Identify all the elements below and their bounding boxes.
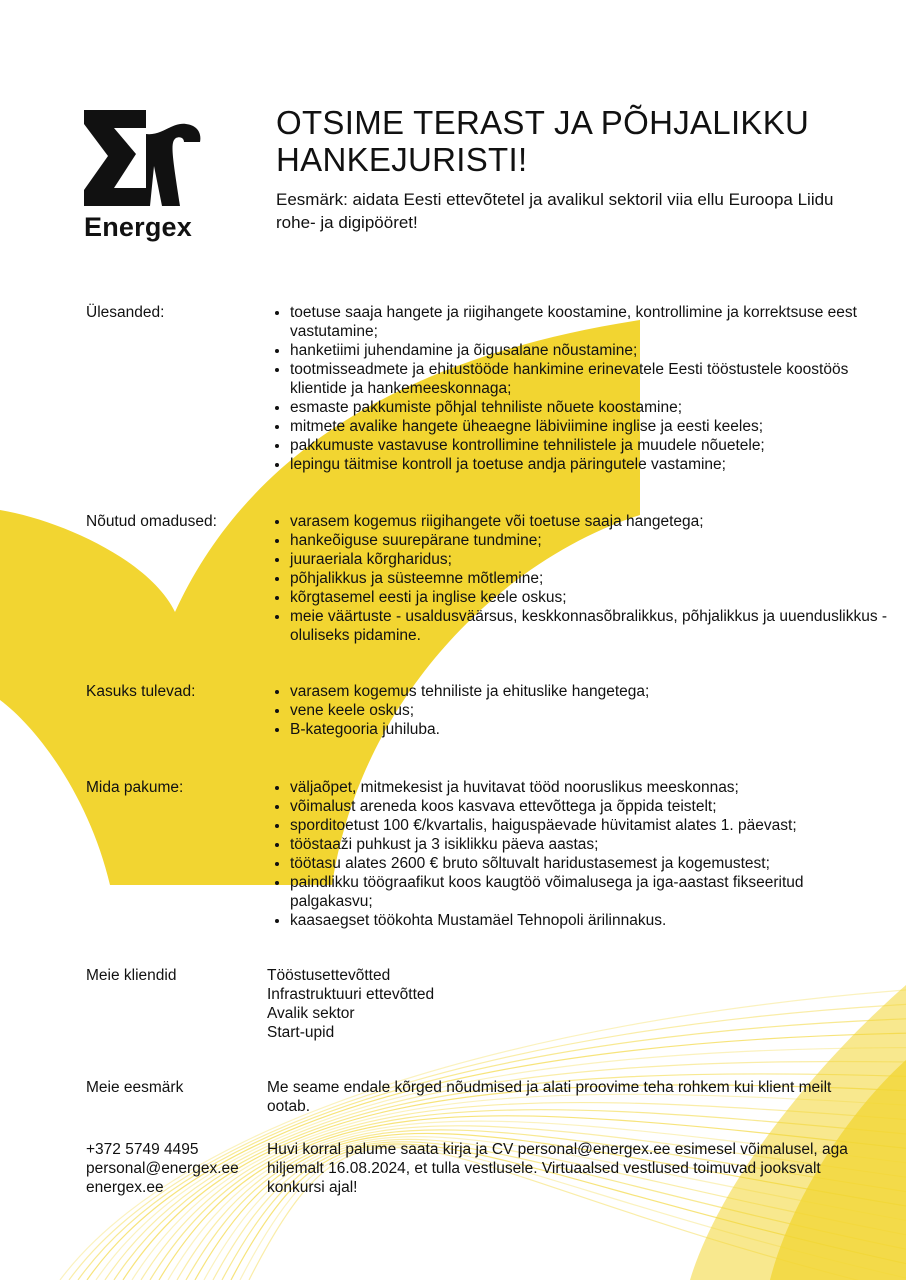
section-label: Meie eesmärk — [86, 1079, 184, 1096]
list-item: • juuraeriala kõrgharidus; — [290, 550, 890, 569]
list-item: • vene keele oskus; — [290, 701, 890, 720]
section-label: Kasuks tulevad: — [86, 683, 196, 700]
section-label: Ülesanded: — [86, 304, 165, 321]
requirements-list — [272, 512, 890, 645]
client-type: Start-upid — [267, 1024, 335, 1041]
section-label: Nõutud omadused: — [86, 513, 217, 530]
contact-details — [86, 1140, 266, 1197]
list-item: • paindlikku töögraafikut koos kaugtöö võimalusega ja iga-aastast fikseeritud palgakasvu; — [290, 873, 890, 911]
sigma-lambda-logo-icon — [84, 110, 202, 206]
advantages-list — [272, 682, 890, 739]
energex-logo — [84, 110, 204, 243]
website-link[interactable]: energex.ee — [86, 1179, 164, 1196]
list-item: • esmaste pakkumiste põhjal tehniliste nõuete koostamine; — [290, 398, 890, 417]
title-line-1: OTSIME TERAST JA PÕHJALIKKU — [276, 104, 810, 141]
tasks-list — [272, 303, 890, 474]
section-label: Meie kliendid — [86, 967, 177, 984]
clients-list — [267, 966, 867, 1042]
offer-list — [272, 778, 890, 930]
list-item: • tootmisseadmete ja ehitustööde hankimine erinevatele Eesti tööstustele koostöös klientide ja hankemeeskonnaga; — [290, 360, 890, 398]
section-label: Mida pakume: — [86, 779, 184, 796]
list-item: • pakkumuste vastavuse kontrollimine tehnilistele ja muudele nõuetele; — [290, 436, 890, 455]
headline-block — [276, 104, 876, 234]
list-item: • lepingu täitmise kontroll ja toetuse andja päringutele vastamine; — [290, 455, 890, 474]
title-line-2: HANKEJURISTI! — [276, 141, 528, 178]
list-item: • meie väärtuste - usaldusväärsus, keskkonnasõbralikkus, põhjalikkus ja uuenduslikkus - oluliseks pidamine. — [290, 607, 890, 645]
list-item: • põhjalikkus ja süsteemne mõtlemine; — [290, 569, 890, 588]
list-item: • toetuse saaja hangete ja riigihangete koostamine, kontrollimine ja korrektsuse eest vastutamine; — [290, 303, 890, 341]
list-item: • väljaõpet, mitmekesist ja huvitavat tööd nooruslikus meeskonnas; — [290, 778, 890, 797]
email-link[interactable]: personal@energex.ee — [86, 1160, 239, 1177]
list-item: • varasem kogemus tehniliste ja ehituslike hangetega; — [290, 682, 890, 701]
list-item: • töötasu alates 2600 € bruto sõltuvalt haridustasemest ja kogemustest; — [290, 854, 890, 873]
client-type: Avalik sektor — [267, 1005, 355, 1022]
list-item: • kaasaegset töökohta Mustamäel Tehnopoli ärilinnakus. — [290, 911, 890, 930]
list-item: • tööstaaži puhkust ja 3 isiklikku päeva aastas; — [290, 835, 890, 854]
list-item: • sporditoetust 100 €/kvartalis, haiguspäevade hüvitamist alates 1. päevast; — [290, 816, 890, 835]
goal-text: Me seame endale kõrged nõudmised ja alati proovime teha rohkem kui klient meilt ootab. — [267, 1079, 832, 1115]
list-item: • mitmete avalike hangete üheaegne läbiviimine inglise ja eesti keeles; — [290, 417, 890, 436]
client-type: Tööstusettevõtted — [267, 967, 391, 984]
client-type: Infrastruktuuri ettevõtted — [267, 986, 435, 1003]
list-item: • hankeõiguse suurepärane tundmine; — [290, 531, 890, 550]
list-item: • hanketiimi juhendamine ja õigusalane nõustamine; — [290, 341, 890, 360]
application-text: Huvi korral palume saata kirja ja CV personal@energex.ee esimesel võimalusel, aga hiljemalt 16.08.2024, et tulla vestlusele. Virtuaalsed vestlused toimuvad jooksvalt konkursi ajal! — [267, 1141, 848, 1196]
page-title — [276, 104, 876, 178]
subtitle: Eesmärk: aidata Eesti ettevõtetel ja avalikul sektoril viia ellu Euroopa Liidu rohe- ja digipööret! — [276, 190, 834, 232]
list-item: • võimalust areneda koos kasvava ettevõttega ja õppida teistelt; — [290, 797, 890, 816]
list-item: • varasem kogemus riigihangete või toetuse saaja hangetega; — [290, 512, 890, 531]
phone-number[interactable]: +372 5749 4495 — [86, 1141, 199, 1158]
brand-name: Energex — [84, 212, 192, 242]
list-item: • B-kategooria juhiluba. — [290, 720, 890, 739]
list-item: • kõrgtasemel eesti ja inglise keele oskus; — [290, 588, 890, 607]
